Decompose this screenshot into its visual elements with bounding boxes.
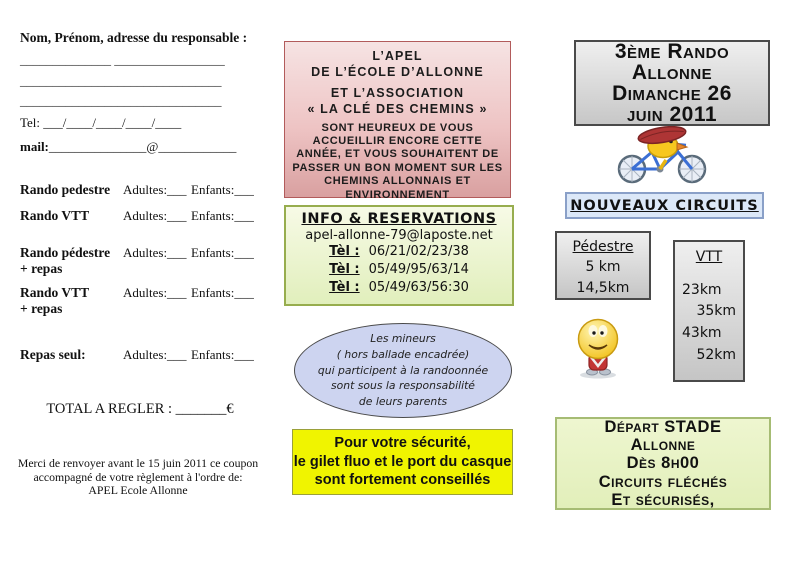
minors-line4: sont sous la responsabilité	[331, 379, 475, 393]
new-circuits-label: NOUVEAUX CIRCUITS	[570, 197, 759, 214]
cyclist-clipart-icon	[612, 126, 712, 184]
activity-label	[20, 208, 123, 224]
enfants-blank: Enfants:___	[191, 285, 254, 300]
welcome-org-line2: DE L’ÉCOLE D’ALLONNE	[311, 64, 484, 79]
address-line-3: _______________________________	[20, 93, 222, 108]
return-instructions	[3, 457, 273, 498]
form-heading: Nom, Prénom, adresse du responsable :	[20, 30, 248, 45]
activity-row-rando-pedestre	[20, 182, 268, 198]
mail-label: mail:	[20, 139, 49, 154]
departure-info-box	[555, 417, 771, 510]
activity-label-line2: + repas	[20, 300, 63, 316]
minors-line3: qui participent à la randoonnée	[317, 363, 489, 377]
activity-row-vtt-repas	[20, 285, 268, 316]
contact-email: apel-allonne-79@laposte.net	[305, 228, 493, 243]
activity-label-line1: Repas seul:	[20, 347, 86, 362]
enfants-blank: Enfants:___	[191, 208, 254, 223]
address-line-2: _______________________________	[20, 73, 222, 88]
pedestre-distance-2: 14,5km	[576, 279, 630, 296]
event-title-line1: 3ème Rando	[614, 40, 730, 63]
total-line: TOTAL A REGLER : _______€	[46, 401, 234, 417]
adultes-blank: Adultes:___	[123, 285, 187, 300]
enfants-blank: Enfants:___	[191, 182, 254, 197]
departure-line1: Départ STADE	[604, 418, 722, 437]
mail-blank: _______________@____________	[48, 139, 237, 154]
return-instructions-line2: accompagné de votre règlement à l'ordre de:	[33, 469, 243, 484]
phone-label: Tèl :	[329, 244, 360, 259]
welcome-box	[284, 41, 511, 201]
activity-row-pedestre-repas	[20, 245, 268, 276]
return-instructions-line1: Merci de renvoyer avant le 15 juin 2011 ce coupon	[17, 456, 259, 470]
phone-number: 05/49/63/56:30	[368, 280, 469, 296]
phone-line-3	[286, 279, 512, 297]
phone-line-2	[286, 261, 512, 279]
activity-label	[20, 285, 123, 316]
welcome-org-line1: L’APEL	[372, 49, 423, 63]
new-circuits-banner	[565, 192, 764, 219]
activity-label-line1: Rando pédestre	[20, 245, 111, 260]
safety-line1: Pour votre sécurité,	[334, 434, 471, 451]
adultes-blank: Adultes:___	[123, 347, 187, 362]
minors-line2: ( hors ballade encadrée)	[336, 348, 470, 362]
address-line-1: ______________ _________________	[20, 52, 225, 67]
vtt-distance-3: 43km	[682, 325, 722, 342]
phone-label: Tèl :	[329, 280, 360, 296]
event-title-line4: juin 2011	[626, 103, 718, 126]
pedestre-title: Pédestre	[572, 239, 634, 255]
vtt-distances-box	[673, 240, 745, 382]
safety-line2: le gilet fluo et le port du casque	[293, 453, 512, 470]
phone-number: 05/49/95/63/14	[368, 262, 469, 278]
phone-line-1	[286, 243, 512, 261]
activity-row-repas-seul	[20, 347, 268, 363]
activity-label-line1: Rando VTT	[20, 285, 90, 300]
departure-line3: Dès 8h00	[626, 454, 700, 473]
event-title-line3: Dimanche 26	[612, 82, 732, 105]
pedestre-distance-1: 5 km	[585, 259, 621, 276]
tel-line: Tel: ___/____/____/____/____	[20, 115, 182, 130]
enfants-blank: Enfants:___	[191, 347, 254, 362]
departure-line5: Et sécurisés,	[611, 490, 715, 509]
phone-number: 06/21/02/23/38	[368, 244, 469, 259]
activity-label	[20, 245, 123, 276]
phone-label: Tèl :	[329, 262, 360, 278]
minors-line1: Les mineurs	[370, 332, 436, 346]
enfants-blank: Enfants:___	[191, 245, 254, 260]
departure-line4: Circuits fléchés	[598, 472, 728, 491]
vtt-title: VTT	[695, 249, 723, 265]
activity-label-line2: + repas	[20, 260, 63, 276]
pedestre-distances-box	[555, 231, 651, 300]
vtt-distance-4: 52km	[696, 346, 736, 363]
welcome-org-line4: « LA CLÉ DES CHEMINS »	[307, 101, 488, 116]
departure-line2: Allonne	[630, 436, 696, 455]
minors-notice-oval	[294, 323, 512, 418]
event-title-line2: Allonne	[631, 61, 713, 84]
activity-row-rando-vtt	[20, 208, 268, 224]
minors-line5: de leurs parents	[358, 394, 448, 408]
adultes-blank: Adultes:___	[123, 245, 187, 260]
return-instructions-line3: APEL Ecole Allonne	[88, 483, 188, 498]
safety-line3: sont fortement conseillés	[314, 472, 491, 489]
info-reservations-box	[284, 205, 514, 306]
vtt-distance-list	[675, 280, 743, 367]
adultes-blank: Adultes:___	[123, 182, 187, 197]
event-title-box	[574, 40, 770, 126]
mail-line	[20, 139, 236, 155]
safety-notice-box	[292, 429, 513, 495]
vtt-distance-1: 23km	[682, 281, 722, 298]
welcome-org-line3: ET L’ASSOCIATION	[330, 86, 465, 101]
activity-label-line1: Rando pedestre	[20, 182, 111, 197]
activity-label	[20, 182, 123, 198]
info-title: INFO & RESERVATIONS	[301, 211, 497, 227]
activity-label	[20, 347, 123, 363]
welcome-paragraph: SONT HEUREUX DE VOUS ACCUEILLIR ENCORE CETTE ANNÉE, ET VOUS SOUHAITENT DE PASSER UN BON MOMENT SUR LES CHEMINS ALLONNAIS ET ENVIRONNEMENT	[292, 121, 503, 201]
adultes-blank: Adultes:___	[123, 208, 187, 223]
activity-label-line1: Rando VTT	[20, 208, 90, 223]
smiley-hiker-clipart-icon	[568, 316, 628, 380]
vtt-distance-2: 35km	[696, 303, 736, 320]
